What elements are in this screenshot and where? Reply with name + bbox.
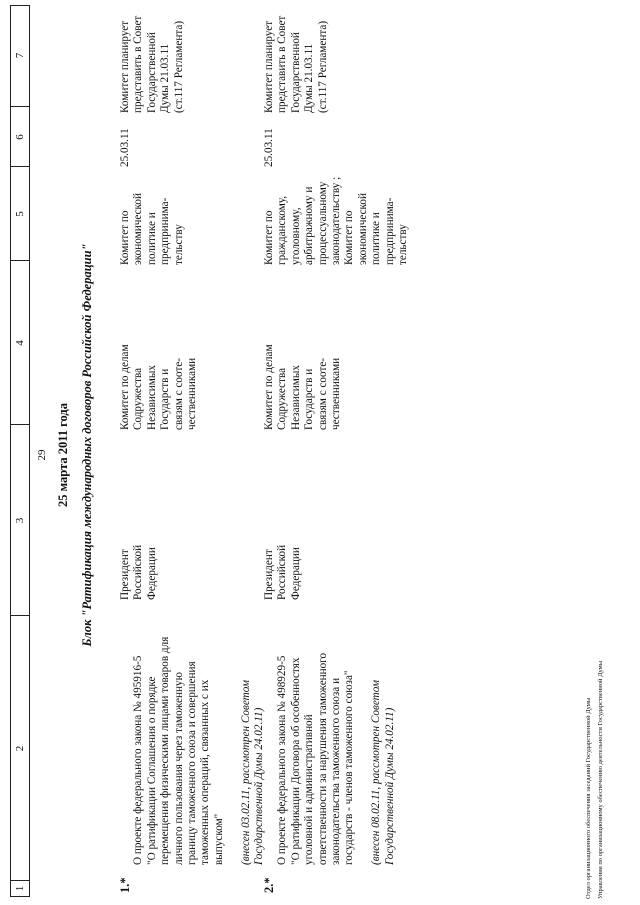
row-number: 1.* <box>118 877 132 893</box>
row-number: 2.* <box>262 877 276 893</box>
column-number: 2 <box>14 745 26 752</box>
page-number: 29 <box>36 449 48 461</box>
column-number: 5 <box>14 211 26 217</box>
bill-title: О проекте федерального закона № 498929-5 "О ратификации Договора об особенностях уголовной и административной ответственности за нарушения таможенного законодательства таможенного союза и государств - членов таможенного союза" <box>276 652 356 865</box>
column-number: 4 <box>14 340 26 346</box>
column-number: 1 <box>14 885 26 892</box>
row-date: 25.03.11 <box>119 128 131 167</box>
footer-department: Отдел организационного обеспечения заседаний Государственной Думы <box>585 697 592 899</box>
column-number: 6 <box>14 134 26 140</box>
row-coexecutors: Комитет по экономической политике и предпринима- тельству <box>119 193 185 265</box>
column-number: 7 <box>14 52 26 59</box>
row-initiator: Президент Российской Федерации <box>119 544 158 600</box>
row-date: 25.03.11 <box>263 128 275 167</box>
column-number-header <box>10 5 30 897</box>
row-initiator: Президент Российской Федерации <box>263 544 302 600</box>
footer-directorate: Управления по организационному обеспечению деятельности Государственной Думы <box>597 660 604 899</box>
bill-title: О проекте федерального закона № 495916-5 "О ратификации Соглашения о порядке перемещения физическими лицами товаров для личного пользования через таможенную границу таможенного союза и совершения таможенных операций, связанных с их выпуском" <box>132 636 225 865</box>
bill-reference: (внесен 03.02.11, рассмотрен Советом Государственной Думы 24.02.11) <box>239 679 266 865</box>
block-title: Блок "Ратификация международных договоров Российской Федерации" <box>80 243 94 647</box>
column-number: 3 <box>14 517 26 524</box>
row-committee: Комитет по делам Содружества Независимых Государств и связям с сооте- чественниками <box>263 344 343 430</box>
bill-reference: (внесен 08.02.11, рассмотрен Советом Государственной Думы 24.02.11) <box>370 679 396 865</box>
row-coexecutors: Комитет по гражданскому, уголовному, арбитражному и процессуальному законодательству ; Комитет по экономической политике и предпринима- тельству <box>263 176 410 265</box>
row-note: Комитет планирует представить в Совет Государственной Думы 21.03.11 (ст.117 Регламента) <box>119 15 185 113</box>
row-note: Комитет планирует представить в Совет Государственной Думы 21.03.11 (ст.117 Регламента) <box>263 15 329 113</box>
row-committee: Комитет по делам Содружества Независимых Государств и связям с сооте- чественниками <box>119 344 199 430</box>
date-heading: 25 марта 2011 года <box>56 402 70 508</box>
